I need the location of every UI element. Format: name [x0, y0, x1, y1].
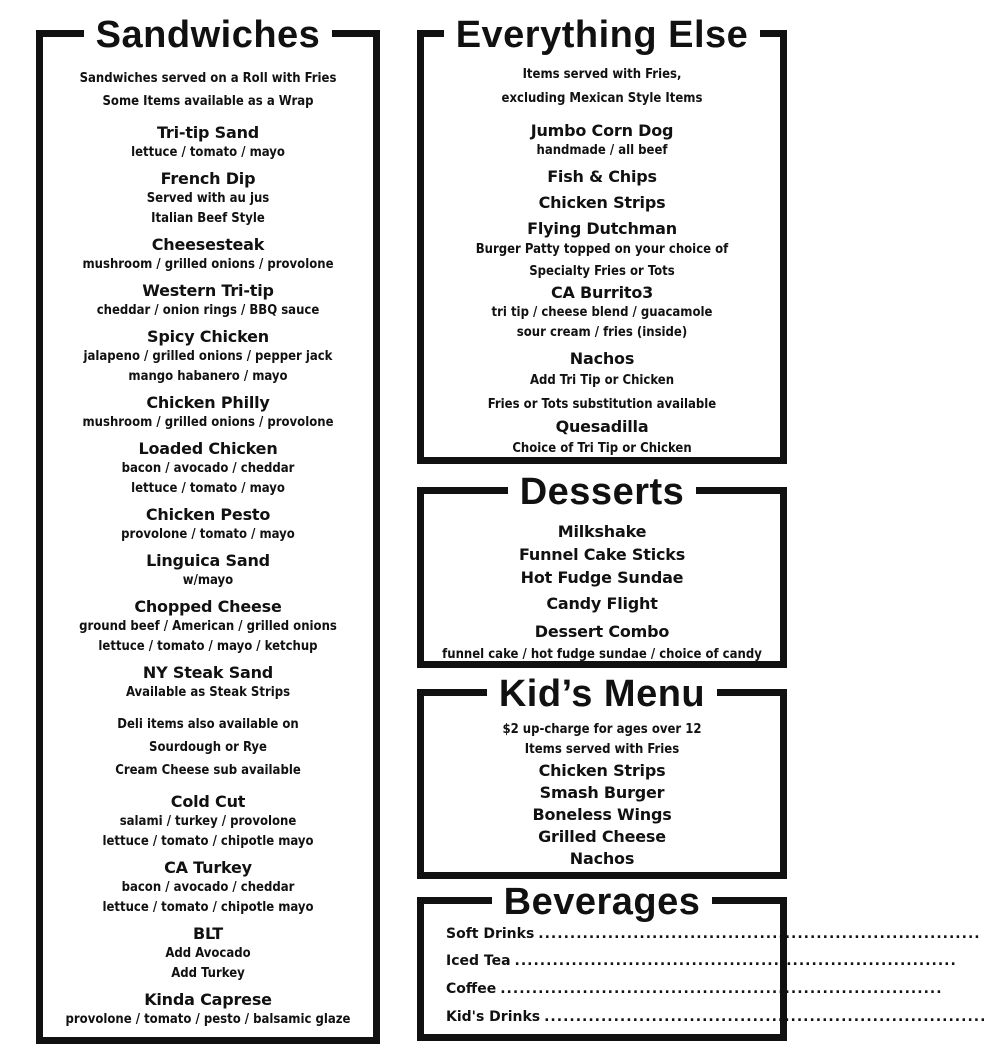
item-description: cheddar / onion rings / BBQ sauce	[96, 303, 320, 318]
item-description: Add Tri Tip or Chicken	[529, 373, 675, 388]
menu-item	[43, 235, 373, 275]
section-title: Everything Else	[424, 13, 780, 57]
item-description: Fries or Tots substitution available	[487, 397, 717, 412]
menu-item	[424, 121, 780, 161]
menu-item	[43, 792, 373, 852]
item-name: Linguica Sand	[146, 551, 270, 570]
item-name: Chicken Philly	[146, 393, 270, 412]
item-name: Tri-tip Sand	[156, 123, 260, 142]
item-name: CA Burrito3	[550, 283, 654, 302]
item-name: Cold Cut	[170, 792, 246, 811]
section-note: Sandwiches served on a Roll with Fries	[79, 71, 337, 86]
item-name: Flying Dutchman	[527, 219, 677, 238]
item-name: Western Tri-tip	[142, 281, 274, 300]
item-description: Add Avocado	[165, 946, 251, 961]
item-description: lettuce / tomato / chipotle mayo	[102, 900, 314, 915]
section-note: Items served with Fries	[524, 742, 680, 757]
section-title: Kid’s Menu	[424, 672, 780, 716]
item-name: Chicken Strips	[538, 761, 666, 780]
menu-item	[424, 219, 780, 283]
section-note: excluding Mexican Style Items	[501, 91, 703, 106]
menu-item	[43, 663, 373, 703]
item-description: bacon / avocado / cheddar	[121, 461, 295, 476]
beverage-row	[446, 981, 943, 1007]
kids-menu-section	[417, 673, 787, 879]
item-name: Candy Flight	[546, 594, 658, 613]
item-description: provolone / tomato / mayo	[121, 527, 295, 542]
item-description: handmade / all beef	[536, 143, 668, 158]
item-name: Loaded Chicken	[138, 439, 278, 458]
menu-item	[43, 169, 373, 229]
menu-item	[43, 393, 373, 433]
item-name: Funnel Cake Sticks	[518, 545, 686, 564]
item-name: Chopped Cheese	[134, 597, 282, 616]
menu-item	[424, 167, 780, 187]
item-description: Available as Steak Strips	[125, 685, 291, 700]
beverage-row	[446, 1009, 986, 1035]
beverage-name: Coffee	[446, 981, 497, 997]
item-description: lettuce / tomato / chipotle mayo	[102, 834, 314, 849]
everything-else-section	[417, 14, 787, 464]
item-description: sour cream / fries (inside)	[516, 325, 688, 340]
deli-note: Cream Cheese sub available	[115, 763, 301, 778]
menu-item	[43, 597, 373, 657]
item-description: funnel cake / hot fudge sundae / choice of candy	[442, 647, 762, 662]
item-description: Burger Patty topped on your choice of	[475, 242, 729, 257]
item-description: w/mayo	[182, 573, 234, 588]
item-name: Grilled Cheese	[538, 827, 666, 846]
dot-leader: ......................................................................	[514, 953, 957, 969]
item-description: Choice of Tri Tip or Chicken	[512, 441, 692, 456]
menu-item	[43, 505, 373, 545]
menu-item	[43, 123, 373, 163]
section-note: $2 up-charge for ages over 12	[502, 722, 702, 737]
item-name: French Dip	[160, 169, 256, 188]
item-name: Milkshake	[557, 522, 647, 541]
beverage-name: Iced Tea	[446, 953, 511, 969]
item-name: Cheesesteak	[151, 235, 265, 254]
item-name: Boneless Wings	[532, 805, 672, 824]
item-description: Served with au jus	[146, 191, 270, 206]
item-description: jalapeno / grilled onions / pepper jack	[83, 349, 333, 364]
menu-item	[43, 924, 373, 984]
item-description: lettuce / tomato / mayo / ketchup	[98, 639, 318, 654]
item-description: mango habanero / mayo	[128, 369, 288, 384]
item-name: Chicken Pesto	[145, 505, 271, 524]
item-name: NY Steak Sand	[142, 663, 274, 682]
deli-note: Deli items also available on	[117, 717, 299, 732]
item-name: Chicken Strips	[538, 193, 666, 212]
dot-leader: ......................................................................	[538, 926, 981, 942]
desserts-section	[417, 471, 787, 668]
item-name: Kinda Caprese	[144, 990, 272, 1009]
menu-item	[43, 439, 373, 499]
section-title: Desserts	[424, 470, 780, 514]
item-name: Smash Burger	[539, 783, 665, 802]
item-description: salami / turkey / provolone	[119, 814, 297, 829]
item-description: tri tip / cheese blend / guacamole	[491, 305, 713, 320]
item-description: Add Turkey	[171, 966, 245, 981]
section-title: Beverages	[424, 880, 780, 924]
deli-note: Sourdough or Rye	[149, 740, 267, 755]
item-description: bacon / avocado / cheddar	[121, 880, 295, 895]
dot-leader: ......................................................................	[500, 981, 943, 997]
beverage-name: Kid's Drinks	[446, 1009, 541, 1025]
item-name: Spicy Chicken	[147, 327, 269, 346]
item-name: Hot Fudge Sundae	[520, 568, 684, 587]
item-name: Quesadilla	[555, 417, 649, 436]
item-description: lettuce / tomato / mayo	[131, 481, 285, 496]
item-name: Dessert Combo	[534, 622, 670, 641]
beverage-row	[446, 953, 957, 979]
sandwiches-section	[36, 14, 380, 1044]
beverage-row	[446, 926, 981, 952]
item-description: Specialty Fries or Tots	[529, 264, 675, 279]
menu-item	[43, 858, 373, 918]
item-description: ground beef / American / grilled onions	[79, 619, 337, 634]
menu-item	[43, 281, 373, 321]
section-note: Items served with Fries,	[522, 67, 682, 82]
menu-item	[424, 417, 780, 461]
item-description: provolone / tomato / pesto / balsamic glaze	[65, 1012, 351, 1027]
item-name: Nachos	[569, 849, 635, 868]
menu-item	[424, 349, 780, 417]
item-name: CA Turkey	[164, 858, 252, 877]
dot-leader: ......................................................................	[544, 1009, 986, 1025]
menu-item	[43, 990, 373, 1030]
item-name: BLT	[192, 924, 224, 943]
item-name: Nachos	[569, 349, 635, 368]
item-description: mushroom / grilled onions / provolone	[82, 257, 334, 272]
section-note: Some Items available as a Wrap	[102, 94, 314, 109]
beverages-section	[417, 881, 986, 1041]
item-description: lettuce / tomato / mayo	[131, 145, 285, 160]
item-name: Jumbo Corn Dog	[530, 121, 674, 140]
menu-item	[424, 283, 780, 343]
item-name: Fish & Chips	[547, 167, 657, 186]
section-title: Sandwiches	[43, 13, 373, 57]
beverage-name: Soft Drinks	[446, 926, 535, 942]
menu-item	[43, 551, 373, 591]
item-description: mushroom / grilled onions / provolone	[82, 415, 334, 430]
item-description: Italian Beef Style	[151, 211, 265, 226]
menu-item	[424, 193, 780, 213]
menu-item	[43, 327, 373, 387]
